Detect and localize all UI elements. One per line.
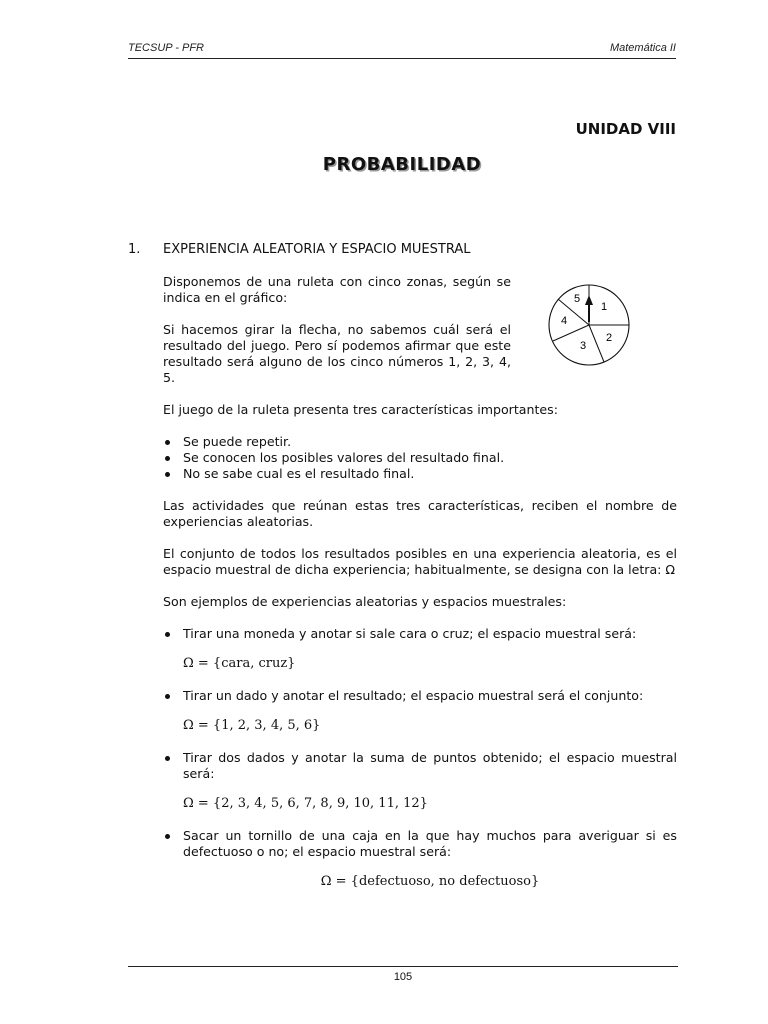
characteristics-intro: El juego de la ruleta presenta tres características importantes: [163,402,558,417]
list-item: Tirar dos dados y anotar la suma de puntos obtenido; el espacio muestral será: [163,750,677,782]
examples-list [163,688,677,704]
section-title: EXPERIENCIA ALEATORIA Y ESPACIO MUESTRAL [163,242,471,257]
chapter-title: PROBABILIDAD [322,154,482,175]
header-right: Matemática II [609,42,676,54]
list-item: Sacar un tornillo de una caja en la que hay muchos para averiguar si es defectuoso o no; el espacio muestral será: [163,828,677,860]
formula: Ω = {1, 2, 3, 4, 5, 6} [183,718,321,733]
activities-paragraph: Las actividades que reúnan estas tres características, reciben el nombre de experiencias aleatorias. [163,498,677,529]
roulette-label: 1 [601,301,608,313]
intro-paragraph: Si hacemos girar la flecha, no sabemos cuál será el resultado del juego. Pero sí podemos afirmar que este resultado será alguno de los cinco números 1, 2, 3, 4, 5. [163,322,511,385]
roulette-label: 4 [561,315,568,327]
page-number: 105 [393,971,413,983]
list-item: No se sabe cual es el resultado final. [163,466,677,482]
header-left: TECSUP - PFR [128,42,204,54]
formula: Ω = {2, 3, 4, 5, 6, 7, 8, 9, 10, 11, 12} [183,796,428,811]
roulette-label: 2 [606,332,613,344]
page-footer [128,966,678,983]
sample-space-paragraph: El conjunto de todos los resultados posibles en una experiencia aleatoria, es el espacio muestral de dicha experiencia; habitualmente, se designa con la letra: Ω [163,546,677,577]
formula: Ω = {cara, cruz} [183,656,296,671]
examples-list [163,828,677,860]
examples-intro: Son ejemplos de experiencias aleatorias y espacios muestrales: [163,594,567,609]
roulette-label: 5 [574,293,581,305]
roulette-label: 3 [580,340,587,352]
unit-title: UNIDAD VIII [575,120,676,138]
page-header [128,40,676,59]
list-item: Se puede repetir. [163,434,677,450]
examples-list [163,626,677,642]
section-content [163,274,677,890]
formula: Ω = {defectuoso, no defectuoso} [320,874,540,889]
section-number: 1. [128,242,141,257]
list-item: Tirar un dado y anotar el resultado; el espacio muestral será el conjunto: [163,688,677,704]
examples-list [163,750,677,782]
intro-paragraph: Disponemos de una ruleta con cinco zonas, según se indica en el gráfico: [163,274,511,305]
list-item: Se conocen los posibles valores del resultado final. [163,450,677,466]
characteristics-list [163,434,677,482]
list-item: Tirar una moneda y anotar si sale cara o cruz; el espacio muestral será: [163,626,677,642]
